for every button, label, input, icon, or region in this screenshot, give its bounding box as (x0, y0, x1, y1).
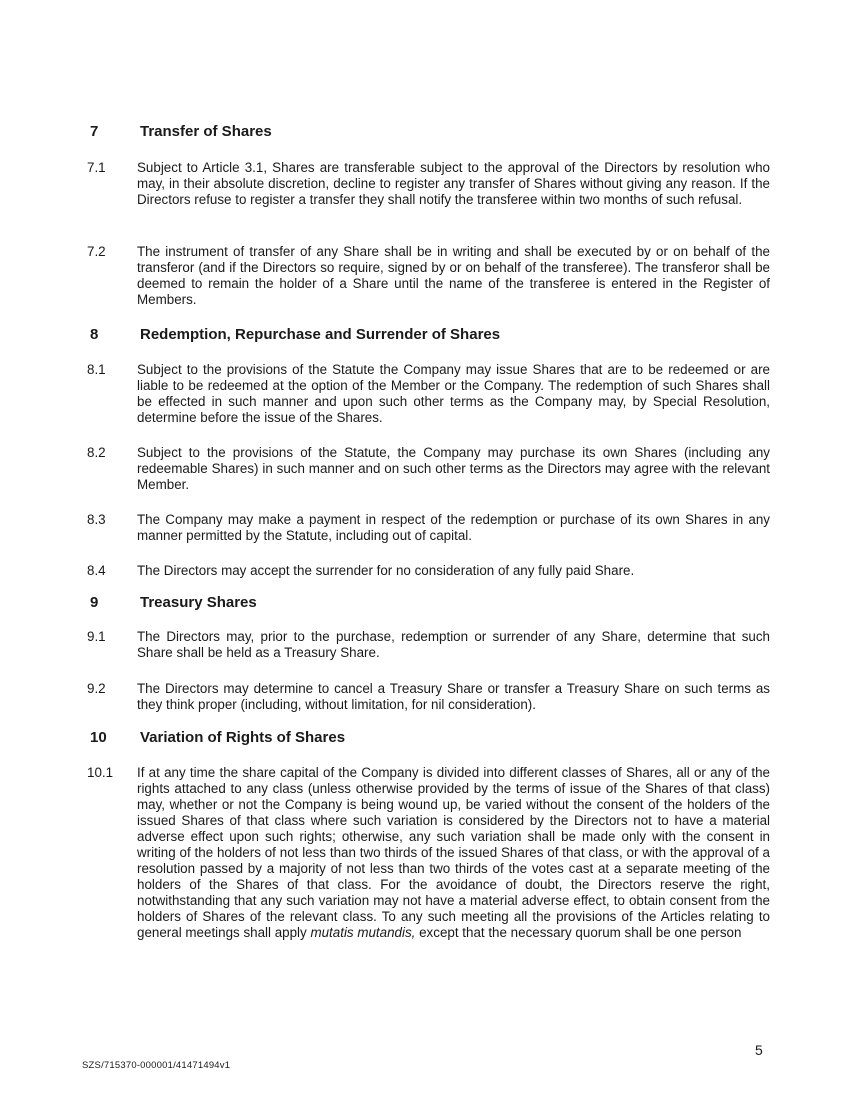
clause-text: The Directors may determine to cancel a Treasury Share or transfer a Treasury Share on such terms as they think proper (including, without limitation, for nil consideration). (137, 681, 770, 712)
clause-9-2 (87, 681, 787, 713)
page-number: 5 (755, 1042, 763, 1058)
section-title: Variation of Rights of Shares (140, 729, 346, 746)
clause-text: The Company may make a payment in respect of the redemption or purchase of its own Shares in any manner permitted by the Statute, including out of capital. (137, 512, 770, 543)
clause-number: 8.4 (87, 563, 106, 578)
clause-8-3 (87, 512, 787, 544)
section-title: Redemption, Repurchase and Surrender of Shares (140, 326, 501, 343)
section-title: Transfer of Shares (140, 123, 272, 140)
clause-number: 8.3 (87, 512, 106, 527)
clause-text: Subject to the provisions of the Statute, the Company may purchase its own Shares (including any redeemable Shares) in such manner and on such other terms as the Directors may agree with the relevant Member. (137, 445, 770, 492)
section-number: 10 (90, 729, 107, 746)
clause-text-part: except that the necessary quorum shall be one person (415, 925, 742, 940)
section-title: Treasury Shares (140, 594, 257, 611)
section-number: 7 (90, 123, 99, 140)
clause-text-part: If at any time the share capital of the Company is divided into different classes of Shares, all or any of the rights attached to any class (unless otherwise provided by the terms of issue of the Shares of that class) may, whether or not the Company is being wound up, be varied without the consent of the holders of the issued Shares of that class where such variation is considered by the Directors not to have a material adverse effect upon such rights; otherwise, any such variation shall be made only with the consent in writing of the holders of not less than two thirds of the issued Shares of that class, or with the approval of a resolution passed by a majority of not less than two thirds of the votes cast at a separate meeting of the holders of the Shares of that class. For the avoidance of doubt, the Directors reserve the right, notwithstanding that any such variation may not have a material adverse effect, to obtain consent from the holders of Shares of the relevant class. To any such meeting all the provisions of the Articles relating to general meetings shall apply (137, 765, 770, 940)
clause-7-1 (87, 160, 787, 208)
clause-text: Subject to the provisions of the Statute the Company may issue Shares that are to be redeemed or are liable to be redeemed at the option of the Member or the Company. The redemption of such Shares shall be effected in such manner and upon such other terms as the Company may, by Special Resolution, determine before the issue of the Shares. (137, 362, 770, 425)
clause-number: 9.1 (87, 629, 106, 644)
clause-text (137, 765, 770, 941)
clause-number: 8.2 (87, 445, 106, 460)
clause-number: 7.2 (87, 244, 106, 259)
clause-10-1 (87, 765, 787, 941)
clause-7-2 (87, 244, 787, 308)
clause-text: The Directors may accept the surrender for no consideration of any fully paid Share. (137, 563, 635, 578)
section-number: 9 (90, 594, 99, 611)
clause-8-1 (87, 362, 787, 426)
clause-number: 10.1 (87, 765, 114, 780)
clause-text: The instrument of transfer of any Share shall be in writing and shall be executed by or on behalf of the transferor (and if the Directors so require, signed by or on behalf of the transferee). The transferor shall be deemed to remain the holder of a Share until the name of the transferee is entered in the Register of Members. (137, 244, 770, 307)
document-reference: SZS/715370-000001/41471494v1 (82, 1060, 231, 1071)
clause-8-2 (87, 445, 787, 493)
clause-number: 8.1 (87, 362, 106, 377)
clause-8-4 (87, 563, 787, 579)
clause-text: The Directors may, prior to the purchase, redemption or surrender of any Share, determine that such Share shall be held as a Treasury Share. (137, 629, 770, 660)
section-number: 8 (90, 326, 99, 343)
clause-text: Subject to Article 3.1, Shares are transferable subject to the approval of the Directors by resolution who may, in their absolute discretion, decline to register any transfer of Shares without giving any reason. If the Directors refuse to register a transfer they shall notify the transferee within two months of such refusal. (137, 160, 770, 207)
clause-number: 7.1 (87, 160, 106, 175)
clause-9-1 (87, 629, 787, 661)
clause-text-italic: mutatis mutandis, (310, 925, 416, 940)
clause-number: 9.2 (87, 681, 106, 696)
